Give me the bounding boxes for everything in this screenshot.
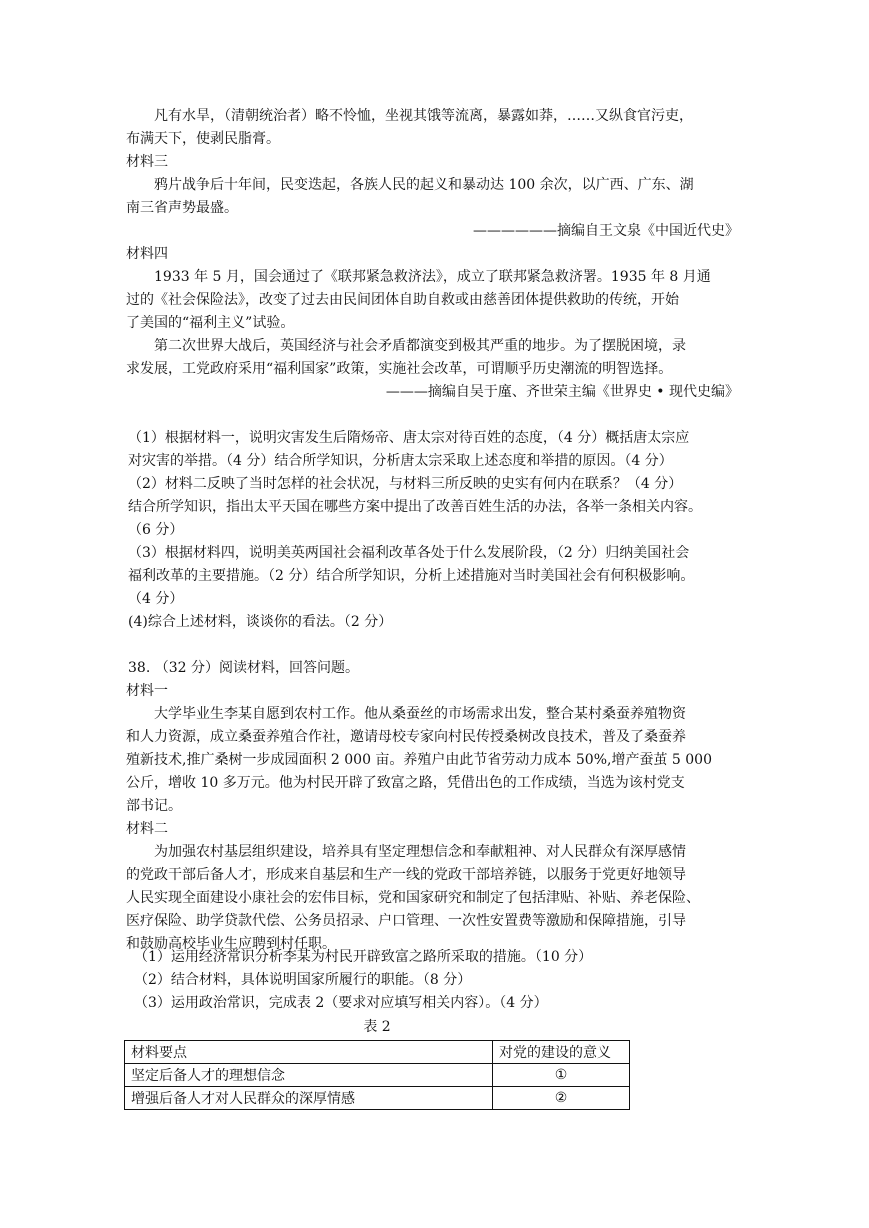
paragraph-line: 大学毕业生李某自愿到农村工作。他从桑蚕丝的市场需求出发，整合某村桑蚕养殖物资 [154,706,686,722]
paragraph-line: 殖新技术,推广桑树一步成园面积 2 000 亩。养殖户由此节省劳动力成本 50%,增产蚕茧 5 000 [126,752,712,768]
source-citation: ———摘编自吴于廑、齐世荣主编《世界史 • 现代史编》 [385,384,739,400]
paragraph-line: 布满天下，使剥民脂膏。 [126,131,280,147]
question-line: （4 分） [128,591,184,607]
paragraph-line: 和鼓励高校毕业生应聘到村任职。 [126,936,336,952]
table-cell-blank-2: ② [493,1087,630,1110]
question-line: （2）材料二反映了当时怎样的社会状况，与材料三所反映的史实有何内在联系？（4 分） [128,476,683,492]
paragraph-line: 1933 年 5 月，国会通过了《联邦紧急救济法》，成立了联邦紧急救济署。1935 年 8 月通 [154,269,711,285]
material-heading: 材料四 [126,246,168,262]
question-line: （6 分） [128,522,184,538]
table-2 [124,1040,630,1110]
material-heading: 材料二 [126,821,168,837]
table-header-row [125,1041,630,1064]
question-line: （2）结合材料，具体说明国家所履行的职能。（8 分） [134,972,472,988]
table-row [125,1064,630,1087]
question-line: （3）根据材料四，说明美英两国社会福利改革各处于什么发展阶段，（2 分）归纳美国社会 [128,545,690,561]
table-header-cell: 材料要点 [125,1041,493,1064]
question-line: （3）运用政治常识，完成表 2（要求对应填写相关内容）。（4 分） [134,995,548,1011]
table-cell: 增强后备人才对人民群众的深厚情感 [125,1087,493,1110]
material-heading: 材料三 [126,154,168,170]
paragraph-line: 公斤，增收 10 多万元。他为村民开辟了致富之路，凭借出色的工作成绩，当选为该村党支 [126,775,685,791]
question-line: （1）运用经济常识分析李某为村民开辟致富之路所采取的措施。（10 分） [134,949,593,965]
paragraph-line: 医疗保险、助学贷款代偿、公务员招录、户口管理、一次性安置费等激励和保障措施，引导 [126,913,686,929]
paragraph-line: 鸦片战争后十年间，民变迭起，各族人民的起义和暴动达 100 余次，以广西、广东、湖 [154,177,694,193]
question-line: 对灾害的举措。（4 分）结合所学知识，分析唐太宗采取上述态度和举措的原因。（4 分） [128,453,673,469]
paragraph-line: 求发展，工党政府采用“福利国家”政策，实施社会改革，可谓顺乎历史潮流的明智选择。 [126,361,673,377]
table-caption: 表 2 [363,1019,391,1035]
source-citation: ——————摘编自王文泉《中国近代史》 [473,223,739,239]
question-line: 结合所学知识，指出太平天国在哪些方案中提出了改善百姓生活的办法，各举一条相关内容。 [128,499,702,515]
table-header-cell: 对党的建设的意义 [493,1041,630,1064]
paragraph-line: 和人力资源，成立桑蚕养殖合作社，邀请母校专家向村民传授桑树改良技术，普及了桑蚕养 [126,729,686,745]
paragraph-line: 凡有水旱，（清朝统治者）略不怜恤，坐视其饿等流离，暴露如莽，……又纵食官污吏， [154,108,693,124]
paragraph-line: 南三省声势最盛。 [126,200,238,216]
material-heading: 材料一 [126,683,168,699]
table-cell-blank-1: ① [493,1064,630,1087]
table-cell: 坚定后备人才的理想信念 [125,1064,493,1087]
paragraph-line: 了美国的“福利主义”试验。 [126,315,295,331]
question-line: （1）根据材料一，说明灾害发生后隋炀帝、唐太宗对待百姓的态度，（4 分）概括唐太宗应 [128,430,690,446]
paragraph-line: 为加强农村基层组织建设，培养具有坚定理想信念和奉献粗神、对人民群众有深厚感情 [154,844,686,860]
question-line: (4)综合上述材料，谈谈你的看法。（2 分） [128,614,393,630]
paragraph-line: 部书记。 [126,798,182,814]
question-number-heading: 38. （32 分）阅读材料，回答问题。 [128,660,359,676]
paragraph-line: 人民实现全面建设小康社会的宏伟目标，党和国家研究和制定了包括津贴、补贴、养老保险、 [126,890,700,906]
paragraph-line: 的党政干部后备人才，形成来自基层和生产一线的党政干部培养链，以服务于党更好地领导 [126,867,686,883]
question-line: 福利改革的主要措施。（2 分）结合所学知识，分析上述措施对当时美国社会有何积极影响。 [128,568,695,584]
paragraph-line: 第二次世界大战后，英国经济与社会矛盾都演变到极其严重的地步。为了摆脱困境，录 [154,338,686,354]
table-row [125,1087,630,1110]
paragraph-line: 过的《社会保险法》，改变了过去由民间团体自助自救或由慈善团体提供救助的传统，开始 [126,292,679,308]
